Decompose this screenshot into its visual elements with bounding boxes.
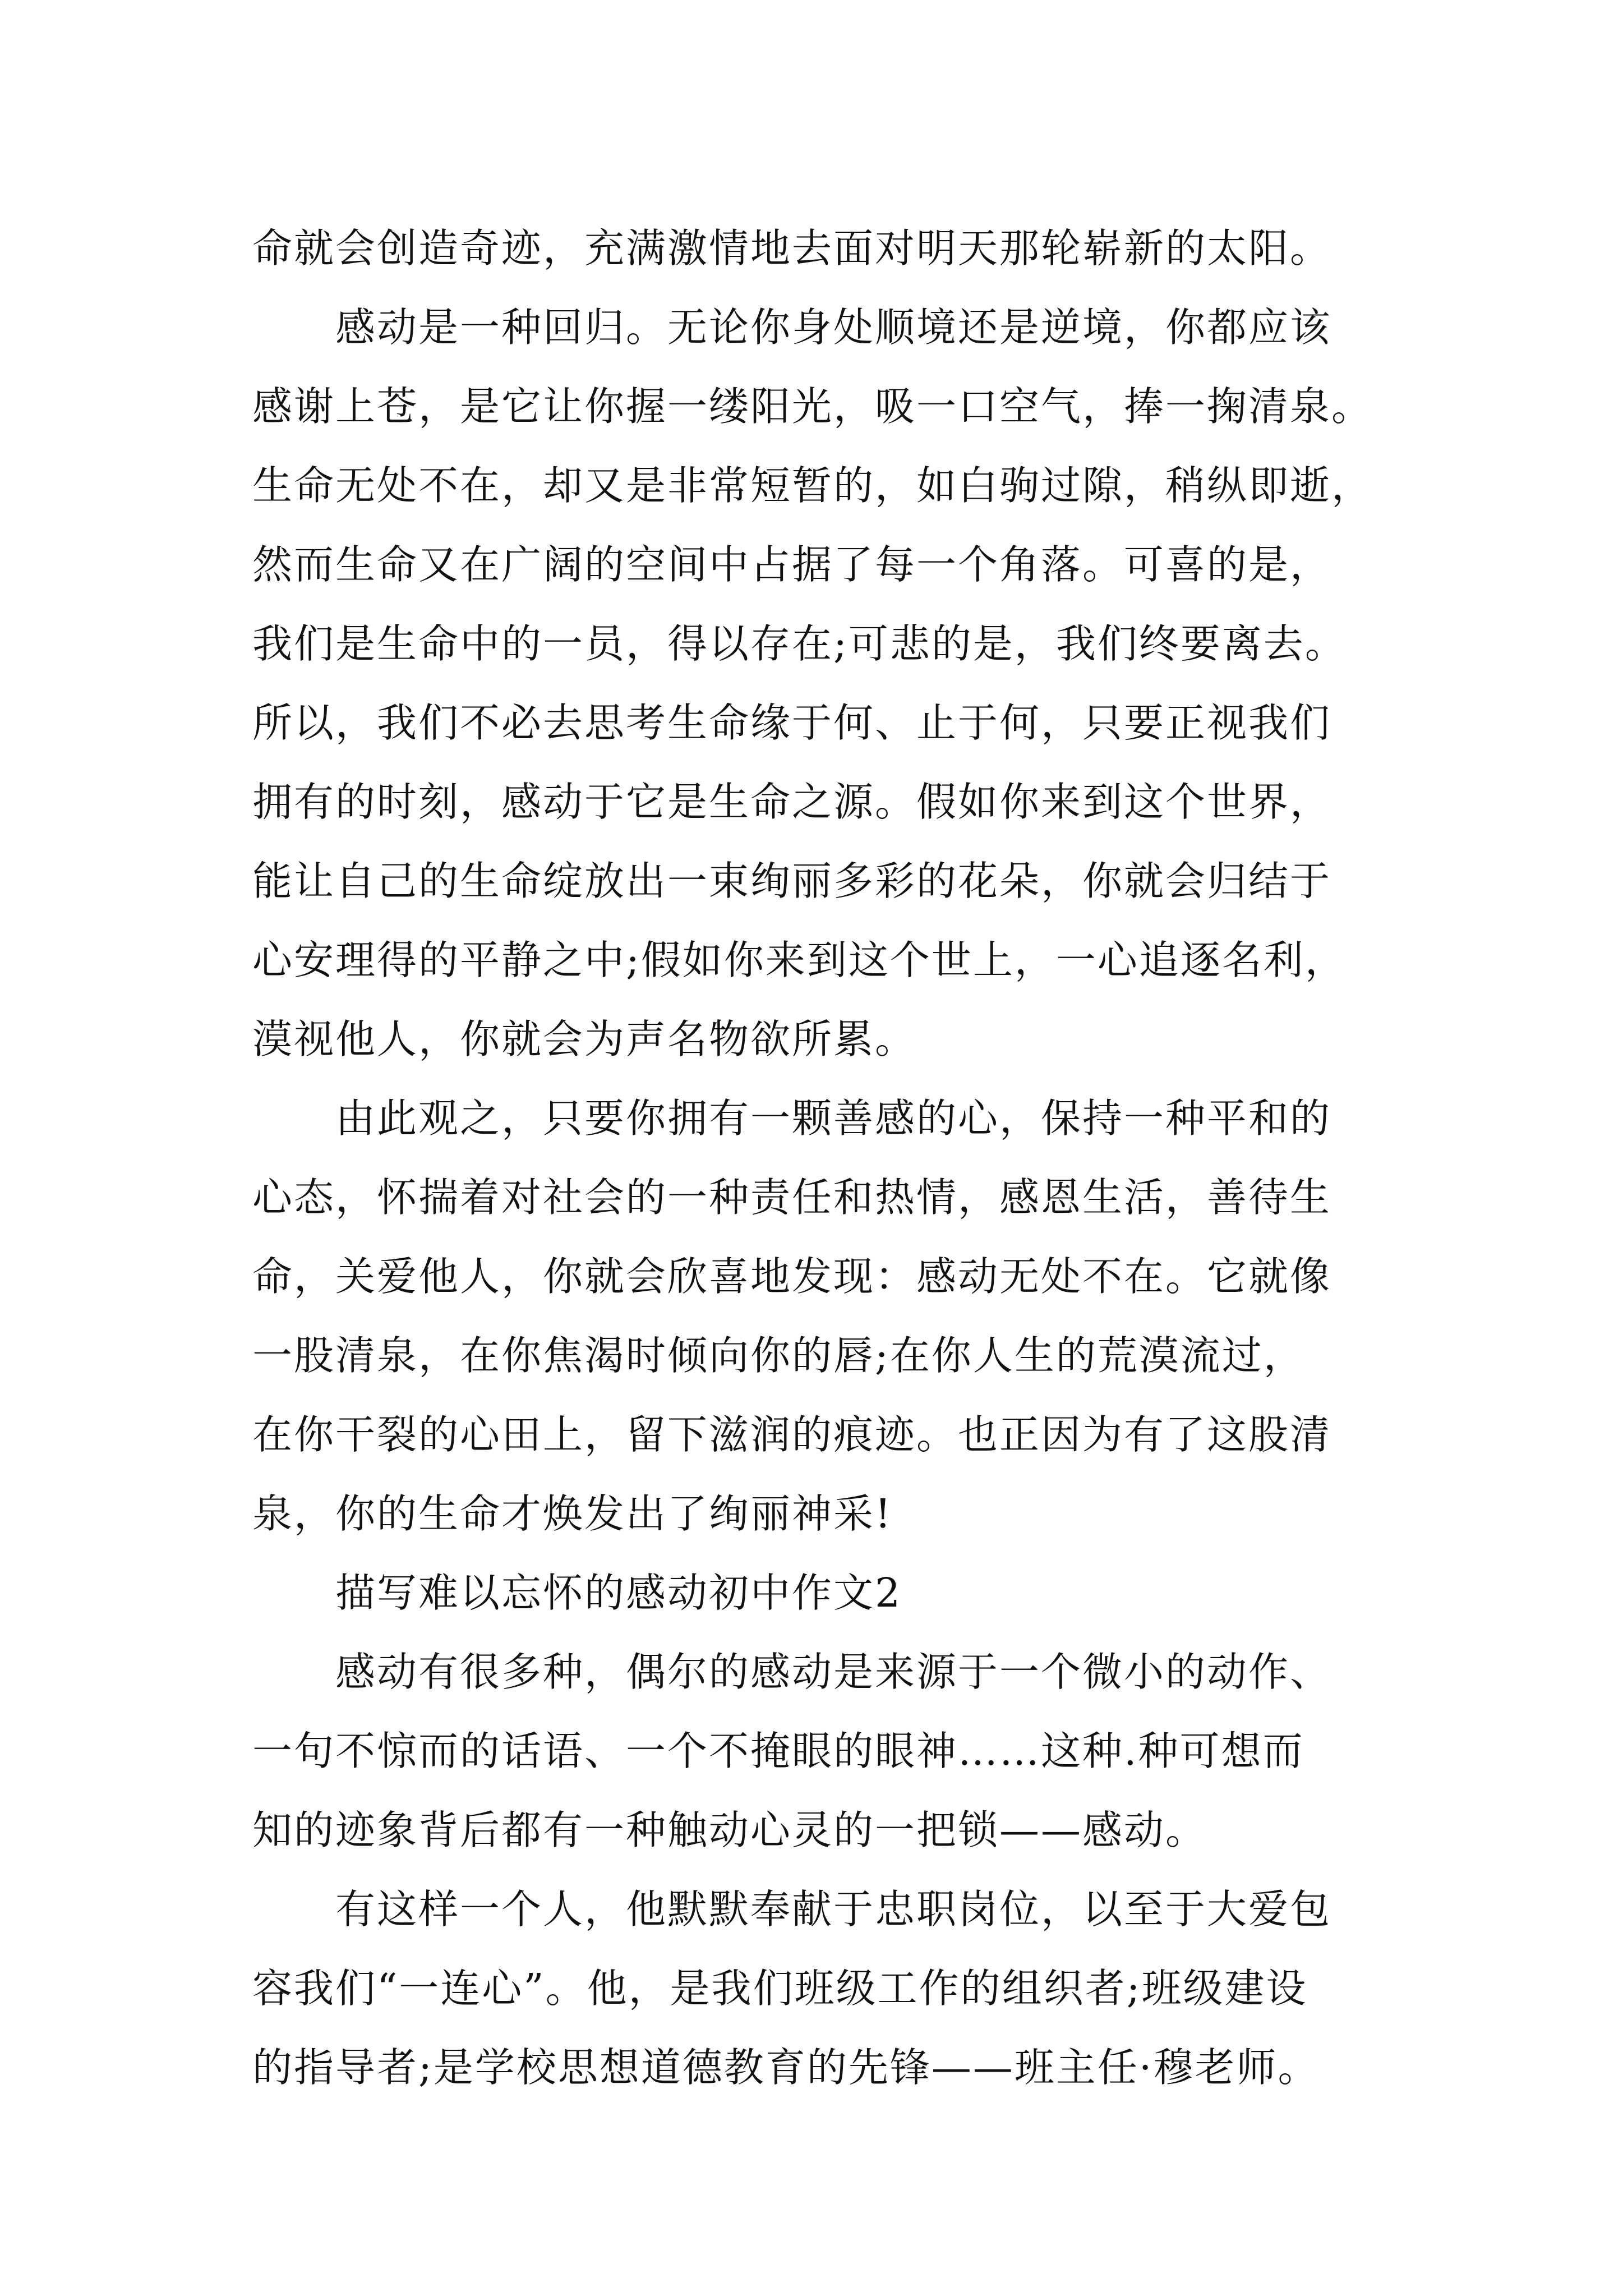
text-line: 生命无处不在，却又是非常短暂的，如白驹过隙，稍纵即逝， [252,462,1373,509]
text-line: 一股清泉，在你焦渴时倾向你的唇;在你人生的荒漠流过， [252,1332,1305,1379]
text-line: 我们是生命中的一员，得以存在;可悲的是，我们终要离去。 [252,620,1347,667]
text-line: 泉，你的生命才焕发出了绚丽神采! [252,1490,893,1537]
text-line: 能让自己的生命绽放出一束绚丽多彩的花朵，你就会归结于 [252,858,1332,904]
paragraph-start-line: 感动是一种回归。无论你身处顺境还是逆境，你都应该 [335,304,1332,351]
text-line: 所以，我们不必去思考生命缘于何、止于何，只要正视我们 [252,700,1332,746]
text-line: 在你干裂的心田上，留下滋润的痕迹。也正因为有了这股清 [252,1411,1332,1458]
text-line: 命，关爱他人，你就会欣喜地发现：感动无处不在。它就像 [252,1253,1332,1300]
text-line: 感谢上苍，是它让你握一缕阳光，吸一口空气，捧一掬清泉。 [252,383,1373,430]
text-line: 拥有的时刻，感动于它是生命之源。假如你来到这个世界， [252,779,1332,825]
text-line: 心态，怀揣着对社会的一种责任和热情，感恩生活，善待生 [252,1174,1332,1221]
text-line: 漠视他人，你就会为声名物欲所累。 [252,1016,917,1062]
section-title: 描写难以忘怀的感动初中作文2 [335,1570,902,1616]
essay-body [252,209,1388,2107]
paragraph-start-line: 感动有很多种，偶尔的感动是来源于一个微小的动作、 [335,1649,1332,1695]
text-line: 命就会创造奇迹，充满激情地去面对明天那轮崭新的太阳。 [252,225,1332,272]
text-line: 然而生命又在广阔的空间中占据了每一个角落。可喜的是， [252,541,1332,588]
text-line: 心安理得的平静之中;假如你来到这个世上，一心追逐名利， [252,937,1347,983]
text-line: 的指导者;是学校思想道德教育的先锋——班主任·穆老师。 [252,2044,1320,2091]
text-line: 一句不惊而的话语、一个不掩眼的眼神……这种.种可想而 [252,1728,1304,1774]
paragraph-start-line: 由此观之，只要你拥有一颗善感的心，保持一种平和的 [335,1095,1332,1142]
text-line: 容我们“一连心”。他，是我们班级工作的组织者;班级建设 [252,1965,1308,2012]
text-line: 知的迹象背后都有一种触动心灵的一把锁——感动。 [252,1807,1207,1853]
paragraph-start-line: 有这样一个人，他默默奉献于忠职岗位，以至于大爱包 [335,1886,1332,1932]
